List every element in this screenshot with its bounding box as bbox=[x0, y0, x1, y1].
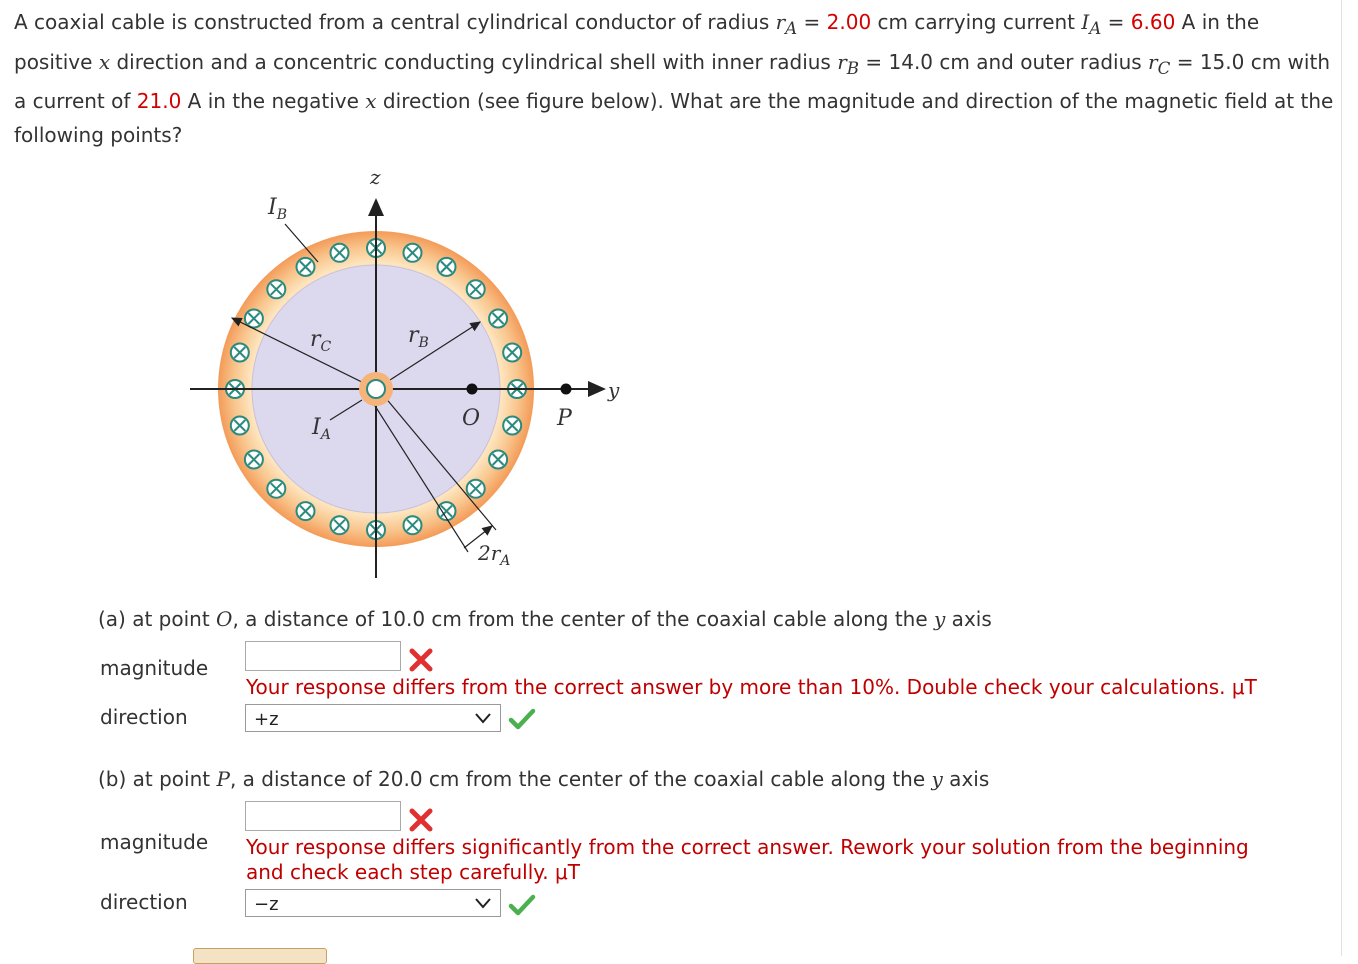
rB-label: $r_B$ bbox=[408, 323, 429, 351]
IB-value: 21.0 bbox=[136, 89, 182, 113]
chevron-down-icon bbox=[474, 897, 492, 909]
shell-current-marker bbox=[503, 344, 521, 362]
point-P-dot bbox=[561, 384, 572, 395]
part-a-direction-select[interactable] bbox=[245, 704, 501, 732]
check-mark-icon bbox=[508, 893, 536, 917]
part-b-direction-select[interactable] bbox=[245, 889, 501, 917]
part-b-magnitude-input[interactable] bbox=[245, 801, 401, 831]
part-b-question: (b) at point P, a distance of 20.0 cm from the center of the coaxial cable along the y axis bbox=[98, 767, 990, 791]
point-O-dot bbox=[467, 384, 478, 395]
shell-current-marker bbox=[503, 416, 521, 434]
part-a-question: (a) at point O, a distance of 10.0 cm from the center of the coaxial cable along the y axis bbox=[98, 607, 992, 631]
check-mark-icon bbox=[508, 707, 536, 731]
IB-label: $I_B$ bbox=[268, 195, 287, 223]
coaxial-cable-figure bbox=[180, 160, 640, 580]
point-P-label: P bbox=[557, 406, 572, 431]
IA-label: $I_A$ bbox=[312, 415, 331, 443]
part-b-magnitude-label: magnitude bbox=[100, 830, 209, 854]
shell-current-marker bbox=[245, 310, 263, 328]
2rA-label: $2r_A$ bbox=[478, 541, 511, 569]
shell-current-marker bbox=[331, 516, 349, 534]
part-b-direction-label: direction bbox=[100, 890, 188, 914]
part-a-magnitude-label: magnitude bbox=[100, 656, 209, 680]
shell-current-marker bbox=[267, 480, 285, 498]
x-mark-icon bbox=[408, 647, 434, 673]
shell-current-marker bbox=[467, 280, 485, 298]
shell-current-marker bbox=[245, 451, 263, 469]
page-scrollbar[interactable] bbox=[1341, 0, 1358, 956]
part-a-magnitude-input[interactable] bbox=[245, 641, 401, 671]
shell-current-marker bbox=[403, 516, 421, 534]
part-a-feedback: Your response differs from the correct answer by more than 10%. Double check your calculations. μT bbox=[246, 675, 1257, 699]
y-axis-label: y bbox=[608, 378, 620, 402]
part-a-direction-value: +z bbox=[254, 709, 279, 730]
shell-current-marker bbox=[297, 502, 315, 520]
shell-current-marker bbox=[231, 416, 249, 434]
shell-current-marker bbox=[331, 244, 349, 262]
problem-statement: A coaxial cable is constructed from a central cylindrical conductor of radius $r_A = 2.00$ cm carrying current $I_A = 6.60$ A in the positive x direction and a concentric conducting cylindrical shell with inner radius $r_B = 14.0$ cm and outer radius $r_C = 15.0$ cm with a current of 21.0 A in the negative x direction (see figure below). What are the magnitude and direction of the magnetic field at the following points? bbox=[14, 10, 1334, 147]
shell-current-marker bbox=[231, 344, 249, 362]
shell-current-marker bbox=[267, 280, 285, 298]
rC-label: $r_C$ bbox=[310, 327, 332, 355]
shell-current-marker bbox=[297, 258, 315, 276]
z-axis-label: z bbox=[370, 165, 381, 189]
shell-current-marker bbox=[467, 480, 485, 498]
x-mark-icon bbox=[408, 807, 434, 833]
point-O-label: O bbox=[462, 406, 481, 431]
part-b-direction-value: −z bbox=[254, 894, 279, 915]
part-b-feedback: Your response differs significantly from the correct answer. Rework your solution from the beginning and check each step carefully. μT bbox=[246, 835, 1249, 884]
shell-current-marker bbox=[489, 451, 507, 469]
shell-current-marker bbox=[403, 244, 421, 262]
next-section-button[interactable] bbox=[193, 948, 327, 964]
IA-value: 6.60 bbox=[1130, 10, 1176, 34]
chevron-down-icon bbox=[474, 712, 492, 724]
rA-value: 2.00 bbox=[826, 10, 872, 34]
shell-current-marker bbox=[438, 258, 456, 276]
central-conductor-marker bbox=[367, 380, 385, 398]
part-a-direction-label: direction bbox=[100, 705, 188, 729]
shell-current-marker bbox=[489, 310, 507, 328]
